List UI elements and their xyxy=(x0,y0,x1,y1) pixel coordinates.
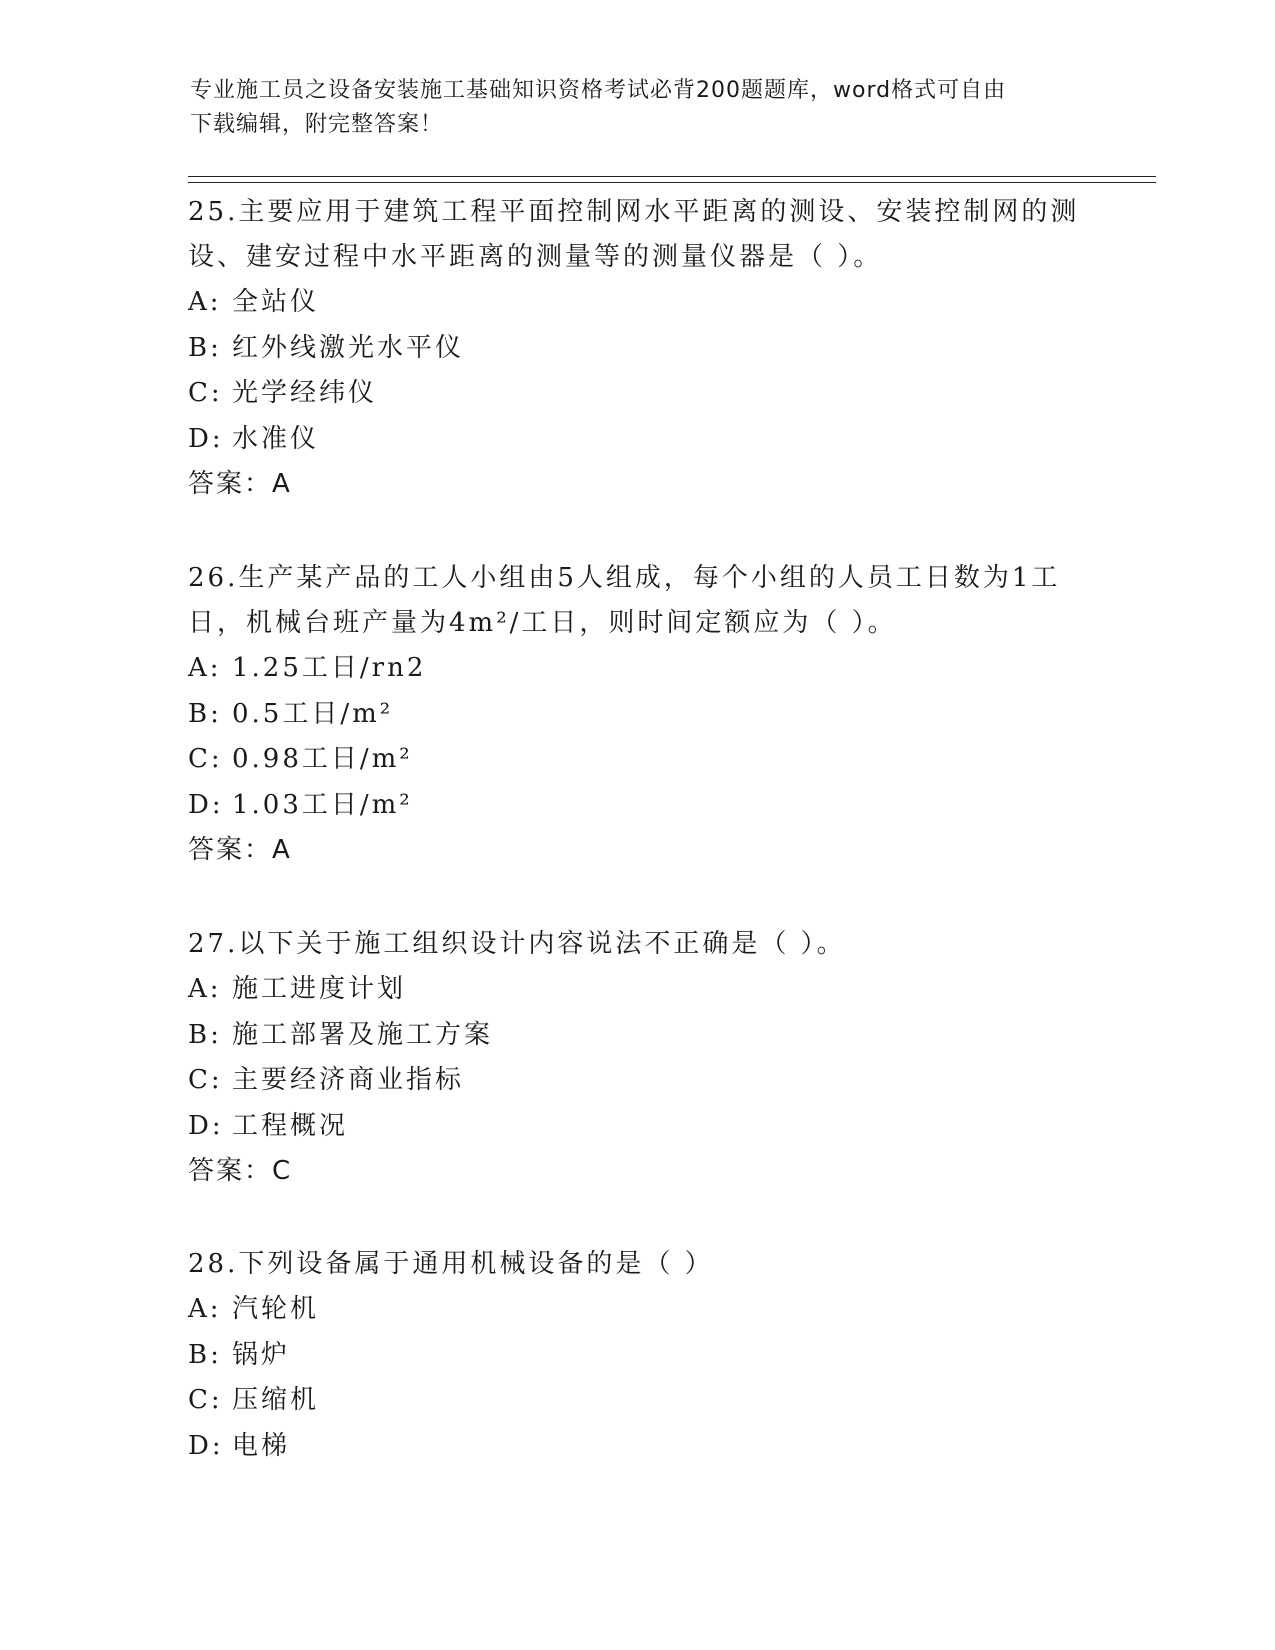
option-text: 汽轮机 xyxy=(232,1294,320,1324)
option-letter: C: xyxy=(188,1385,223,1415)
option-letter: B: xyxy=(188,332,222,363)
option-b xyxy=(188,326,1108,372)
header-line-1: 专业施工员之设备安装施工基础知识资格考试必背200题题库，word格式可自由 xyxy=(190,78,1007,103)
option-letter: D: xyxy=(188,789,224,820)
option-text: 0.5工日/m² xyxy=(232,698,394,729)
question-title xyxy=(188,556,1108,646)
option-text: 红外线激光水平仪 xyxy=(232,332,465,363)
header-divider-bottom xyxy=(188,182,1156,183)
answer-line: 答案：A xyxy=(188,469,292,499)
option-a xyxy=(188,967,1108,1013)
option-d xyxy=(188,417,1108,463)
option-text: 0.98工日/m² xyxy=(232,744,413,774)
question-title-line: 25.主要应用于建筑工程平面控制网水平距离的测设、安装控制网的测 xyxy=(188,197,1080,227)
option-text: 1.03工日/m² xyxy=(232,789,413,820)
answer-line: 答案：A xyxy=(188,835,292,865)
question-title-line: 日，机械台班产量为4m²/工日，则时间定额应为（ ）。 xyxy=(188,608,897,638)
option-d xyxy=(188,783,1108,829)
option-letter: C: xyxy=(188,378,223,408)
option-text: 1.25工日/rn2 xyxy=(232,653,427,683)
question-block xyxy=(188,1242,1108,1469)
option-text: 光学经纬仪 xyxy=(232,378,378,408)
question-title xyxy=(188,190,1108,280)
option-text: 水准仪 xyxy=(232,423,320,454)
option-letter: D: xyxy=(188,1110,224,1141)
question-block xyxy=(188,190,1108,507)
option-letter: C: xyxy=(188,744,223,774)
header-line-2: 下载编辑，附完整答案！ xyxy=(190,112,444,137)
option-c xyxy=(188,371,1108,417)
option-b xyxy=(188,1013,1108,1059)
option-text: 锅炉 xyxy=(232,1339,291,1370)
question-title-line: 26.生产某产品的工人小组由5人组成，每个小组的人员工日数为1工 xyxy=(188,563,1061,593)
question-block xyxy=(188,556,1108,873)
option-c xyxy=(188,1058,1108,1104)
option-letter: D: xyxy=(188,423,224,454)
question-title-line: 28.下列设备属于通用机械设备的是（ ） xyxy=(188,1249,714,1279)
option-b xyxy=(188,1333,1108,1379)
option-a xyxy=(188,280,1108,326)
question-title xyxy=(188,922,1108,967)
option-text: 电梯 xyxy=(232,1430,291,1461)
option-text: 主要经济商业指标 xyxy=(232,1065,465,1095)
option-letter: B: xyxy=(188,1339,222,1370)
answer-line: 答案：C xyxy=(188,1156,293,1186)
question-title-line: 设、建安过程中水平距离的测量等的测量仪器是（ ）。 xyxy=(188,242,883,272)
option-letter: C: xyxy=(188,1065,223,1095)
option-c xyxy=(188,1378,1108,1424)
option-text: 压缩机 xyxy=(232,1385,320,1415)
option-text: 全站仪 xyxy=(232,287,320,317)
option-text: 工程概况 xyxy=(232,1110,349,1141)
option-letter: A: xyxy=(188,1294,222,1324)
question-title-line: 27.以下关于施工组织设计内容说法不正确是（ ）。 xyxy=(188,929,846,959)
option-letter: D: xyxy=(188,1430,224,1461)
option-letter: A: xyxy=(188,974,222,1004)
option-a xyxy=(188,1287,1108,1333)
header-divider-top xyxy=(188,176,1156,177)
option-b xyxy=(188,692,1108,738)
option-letter: A: xyxy=(188,653,222,683)
option-letter: A: xyxy=(188,287,222,317)
option-a xyxy=(188,646,1108,692)
option-letter: B: xyxy=(188,698,222,729)
option-d xyxy=(188,1424,1108,1470)
question-title xyxy=(188,1242,1108,1287)
option-text: 施工进度计划 xyxy=(232,974,407,1004)
option-text: 施工部署及施工方案 xyxy=(232,1019,494,1050)
option-c xyxy=(188,737,1108,783)
document-header xyxy=(190,74,1090,142)
option-d xyxy=(188,1104,1108,1150)
question-block xyxy=(188,922,1108,1194)
option-letter: B: xyxy=(188,1019,222,1050)
